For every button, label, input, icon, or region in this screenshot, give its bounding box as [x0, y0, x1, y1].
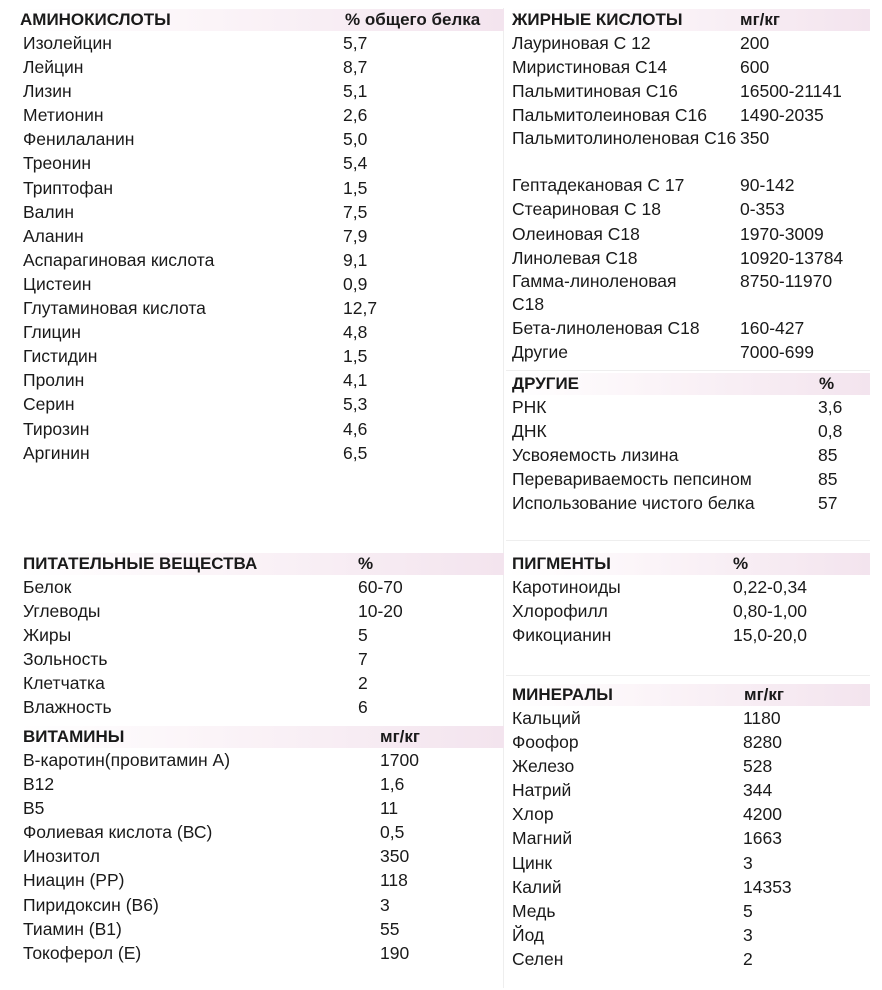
row-name: Лауриновая С 12: [512, 33, 651, 53]
nutrients-table: [18, 553, 504, 720]
minerals-title: МИНЕРАЛЫ: [512, 685, 613, 704]
table-row: [18, 368, 504, 392]
vitamins-unit: мг/кг: [380, 727, 420, 746]
table-row: [507, 778, 870, 802]
table-row: [18, 200, 504, 224]
row-name: Хлор: [512, 804, 554, 825]
table-row: [507, 851, 870, 875]
table-row: [18, 320, 504, 344]
amino-acids-title: АМИНОКИСЛОТЫ: [20, 10, 171, 29]
vitamins-title: ВИТАМИНЫ: [23, 727, 125, 746]
table-row: [18, 79, 504, 103]
row-value: 14353: [743, 876, 792, 897]
row-name: Пиридоксин (В6): [23, 894, 159, 915]
table-row: [507, 599, 870, 623]
row-value: 15,0-20,0: [733, 625, 807, 646]
row-value: 2,6: [343, 105, 368, 126]
fatty-acids-table: [507, 9, 870, 364]
row-name: Изолейцин: [23, 33, 112, 53]
row-value: 10920-13784: [740, 247, 844, 268]
row-name: Другие: [512, 341, 569, 362]
row-value: 5,7: [343, 33, 368, 53]
vitamins-table: [18, 726, 504, 965]
fatty-acids-title: ЖИРНЫЕ КИСЛОТЫ: [512, 10, 683, 29]
table-row: [507, 103, 870, 127]
row-value: 160-427: [740, 317, 805, 338]
row-name: Медь: [512, 900, 556, 921]
row-value: 4,8: [343, 322, 368, 343]
table-row: [18, 796, 504, 820]
row-value: 1180: [743, 708, 781, 728]
other-header: [507, 373, 870, 395]
row-name: Пальмитолеиновая С16: [512, 105, 708, 126]
row-value: 350: [740, 128, 770, 149]
table-row: [507, 246, 870, 270]
table-row: [18, 893, 504, 917]
row-name: Ниацин (РР): [23, 870, 125, 891]
row-value: 5: [358, 625, 368, 646]
row-value: 12,7: [343, 298, 378, 319]
row-name: Хлорофилл: [512, 601, 608, 622]
table-row: [507, 947, 870, 971]
row-value: 8280: [743, 732, 782, 753]
nutrients-unit: %: [358, 554, 374, 573]
row-value: 3: [743, 924, 753, 945]
row-name: Стеариновая С 18: [512, 199, 661, 220]
table-row: [18, 248, 504, 272]
row-name: Гептадекановая С 17: [512, 175, 685, 196]
row-name: Линолевая С18: [512, 247, 638, 268]
row-value: 57: [818, 493, 838, 514]
table-row: [18, 103, 504, 127]
row-name: Глицин: [23, 322, 81, 343]
row-value: 0,9: [343, 273, 368, 294]
row-name: Зольность: [23, 649, 108, 670]
fatty-acids-unit: мг/кг: [740, 10, 780, 29]
row-name: Натрий: [512, 780, 572, 801]
amino-acids-header: [18, 9, 504, 31]
table-row: [18, 772, 504, 796]
table-row: [18, 127, 504, 151]
table-row: [507, 923, 870, 947]
row-name: РНК: [512, 397, 547, 417]
table-row: [507, 467, 870, 491]
row-name: Аргинин: [23, 442, 90, 463]
row-value: 118: [380, 870, 408, 891]
row-name: Глутаминовая кислота: [23, 298, 206, 319]
row-name: Миристиновая С14: [512, 57, 668, 78]
table-row: [18, 671, 504, 695]
row-name: Бета-линоленовая С18: [512, 317, 700, 338]
row-name: Аспарагиновая кислота: [23, 249, 215, 270]
row-name: В5: [23, 798, 45, 819]
row-value: 0,8: [818, 421, 843, 442]
table-row: [507, 623, 870, 647]
pigments-rows: [507, 575, 870, 647]
row-name: Инозитол: [23, 846, 100, 867]
row-value: 1970-3009: [740, 223, 824, 244]
row-value: 7000-699: [740, 341, 814, 362]
table-row: [507, 419, 870, 443]
table-row: [507, 730, 870, 754]
table-row: [18, 151, 504, 175]
row-value: 2: [743, 948, 753, 969]
table-row: [18, 748, 504, 772]
table-row: [18, 941, 504, 965]
row-value: 5,1: [343, 81, 368, 102]
row-value: 60-70: [358, 577, 403, 597]
table-row: [18, 623, 504, 647]
table-row: [18, 272, 504, 296]
row-value: 11: [380, 798, 399, 819]
row-name: Пальмитолиноленовая С16: [512, 128, 737, 149]
section-divider: [506, 370, 870, 371]
minerals-unit: мг/кг: [744, 685, 784, 704]
row-value: 6: [358, 697, 368, 718]
row-name: Триптофан: [23, 177, 114, 198]
row-value: 5,4: [343, 153, 368, 174]
row-name: Магний: [512, 828, 573, 849]
other-table: [507, 373, 870, 515]
table-row: [18, 820, 504, 844]
row-name: ДНК: [512, 421, 547, 442]
row-name: Метионин: [23, 105, 104, 126]
row-value: 2: [358, 673, 368, 694]
row-value: 1663: [743, 828, 782, 849]
row-value: 4,1: [343, 370, 368, 391]
row-name: Пальмитиновая С16: [512, 81, 678, 102]
row-value: 1,5: [343, 177, 368, 198]
table-row: [507, 754, 870, 778]
row-name: Каротиноиды: [512, 577, 621, 597]
row-name: Перевариваемость пепсином: [512, 469, 752, 490]
row-value: 5,3: [343, 394, 368, 415]
row-name: Калий: [512, 876, 562, 897]
row-value: 7: [358, 649, 368, 670]
row-value: 3: [743, 852, 753, 873]
amino-acids-table: [18, 9, 504, 465]
row-name: В12: [23, 774, 55, 795]
minerals-rows: [507, 706, 870, 971]
table-row: [507, 826, 870, 850]
row-name: Кальций: [512, 708, 581, 728]
table-row: [18, 392, 504, 416]
row-value: 5,0: [343, 129, 368, 150]
table-row: [18, 441, 504, 465]
table-row: [507, 575, 870, 599]
row-value: 7,5: [343, 201, 368, 222]
row-name: Селен: [512, 948, 564, 969]
table-row: [507, 270, 870, 316]
section-divider: [506, 540, 870, 541]
table-row: [507, 127, 870, 173]
table-row: [18, 575, 504, 599]
table-row: [18, 647, 504, 671]
row-name: Фикоцианин: [512, 625, 612, 646]
row-name: Олеиновая С18: [512, 223, 640, 244]
table-row: [18, 868, 504, 892]
row-name: Токоферол (Е): [23, 942, 142, 963]
row-value: 1700: [380, 750, 419, 770]
fatty-acids-rows: [507, 31, 870, 364]
table-row: [18, 695, 504, 719]
row-value: 10-20: [358, 601, 403, 622]
amino-acids-unit: % общего белка: [345, 10, 481, 29]
amino-acids-rows: [18, 31, 504, 465]
pigments-table: [507, 553, 870, 647]
row-name: Влажность: [23, 697, 112, 718]
row-name: Использование чистого белка: [512, 493, 755, 514]
fatty-acids-header: [507, 9, 870, 31]
table-row: [507, 31, 870, 55]
table-row: [18, 599, 504, 623]
row-name: Фоофор: [512, 732, 579, 753]
pigments-header: [507, 553, 870, 575]
row-value: 190: [380, 942, 410, 963]
row-value: 8,7: [343, 57, 368, 78]
pigments-title: ПИГМЕНТЫ: [512, 554, 611, 573]
table-row: [507, 443, 870, 467]
vitamins-header: [18, 726, 504, 748]
table-row: [18, 31, 504, 55]
row-name: Тирозин: [23, 418, 90, 439]
row-value: 85: [818, 469, 838, 490]
row-name: В-каротин(провитамин А): [23, 750, 231, 770]
table-row: [18, 917, 504, 941]
nutrients-title: ПИТАТЕЛЬНЫЕ ВЕЩЕСТВА: [23, 554, 258, 573]
row-name: Фенилаланин: [23, 129, 135, 150]
minerals-header: [507, 684, 870, 706]
table-row: [507, 491, 870, 515]
row-value: 200: [740, 33, 770, 53]
row-name: Жиры: [23, 625, 72, 646]
table-row: [18, 176, 504, 200]
minerals-table: [507, 684, 870, 971]
table-row: [18, 296, 504, 320]
row-value: 0-353: [740, 199, 785, 220]
row-value: 90-142: [740, 175, 795, 196]
other-title: ДРУГИЕ: [512, 374, 579, 393]
row-name: Лизин: [23, 81, 72, 102]
nutrients-rows: [18, 575, 504, 720]
row-name: Белок: [23, 577, 72, 597]
table-row: [18, 55, 504, 79]
table-row: [507, 197, 870, 221]
row-value: 0,5: [380, 822, 405, 843]
table-row: [507, 899, 870, 923]
row-name: Гамма-линоленовая С18: [512, 270, 677, 314]
vitamins-rows: [18, 748, 504, 965]
pigments-unit: %: [733, 554, 749, 573]
row-value: 1,6: [380, 774, 405, 795]
row-value: 8750-11970: [740, 270, 833, 291]
row-value: 7,9: [343, 225, 368, 246]
table-row: [507, 802, 870, 826]
row-name: Валин: [23, 201, 75, 222]
row-name: Лейцин: [23, 57, 84, 78]
row-name: Фолиевая кислота (ВС): [23, 822, 213, 843]
row-name: Серин: [23, 394, 75, 415]
row-value: 6,5: [343, 442, 368, 463]
section-divider: [506, 675, 870, 676]
row-value: 3,6: [818, 397, 843, 417]
table-row: [507, 875, 870, 899]
row-name: Углеводы: [23, 601, 101, 622]
table-row: [507, 79, 870, 103]
table-row: [18, 417, 504, 441]
row-value: 55: [380, 918, 400, 939]
row-value: 350: [380, 846, 410, 867]
row-name: Пролин: [23, 370, 85, 391]
row-value: 528: [743, 756, 773, 777]
table-row: [18, 224, 504, 248]
row-value: 600: [740, 57, 770, 78]
row-name: Клетчатка: [23, 673, 105, 694]
table-row: [507, 222, 870, 246]
row-value: 4200: [743, 804, 782, 825]
row-value: 5: [743, 900, 753, 921]
row-value: 4,6: [343, 418, 368, 439]
row-name: Цинк: [512, 852, 553, 873]
table-row: [507, 706, 870, 730]
row-value: 16500-21141: [740, 81, 842, 102]
other-rows: [507, 395, 870, 515]
row-name: Тиамин (В1): [23, 918, 122, 939]
table-row: [507, 173, 870, 197]
row-name: Цистеин: [23, 273, 92, 294]
table-row: [507, 395, 870, 419]
row-value: 1490-2035: [740, 105, 824, 126]
row-name: Железо: [512, 756, 575, 777]
row-value: 1,5: [343, 346, 368, 367]
row-value: 0,22-0,34: [733, 577, 807, 597]
row-value: 344: [743, 780, 773, 801]
table-row: [507, 55, 870, 79]
table-row: [507, 340, 870, 364]
row-name: Йод: [512, 924, 545, 945]
table-row: [18, 844, 504, 868]
row-value: 9,1: [343, 249, 368, 270]
other-unit: %: [819, 374, 835, 393]
nutrients-header: [18, 553, 504, 575]
table-row: [507, 316, 870, 340]
table-row: [18, 344, 504, 368]
row-value: 0,80-1,00: [733, 601, 807, 622]
row-name: Аланин: [23, 225, 84, 246]
row-value: 3: [380, 894, 390, 915]
row-value: 85: [818, 445, 838, 466]
row-name: Гистидин: [23, 346, 98, 367]
row-name: Треонин: [23, 153, 92, 174]
row-name: Усвояемость лизина: [512, 445, 679, 466]
